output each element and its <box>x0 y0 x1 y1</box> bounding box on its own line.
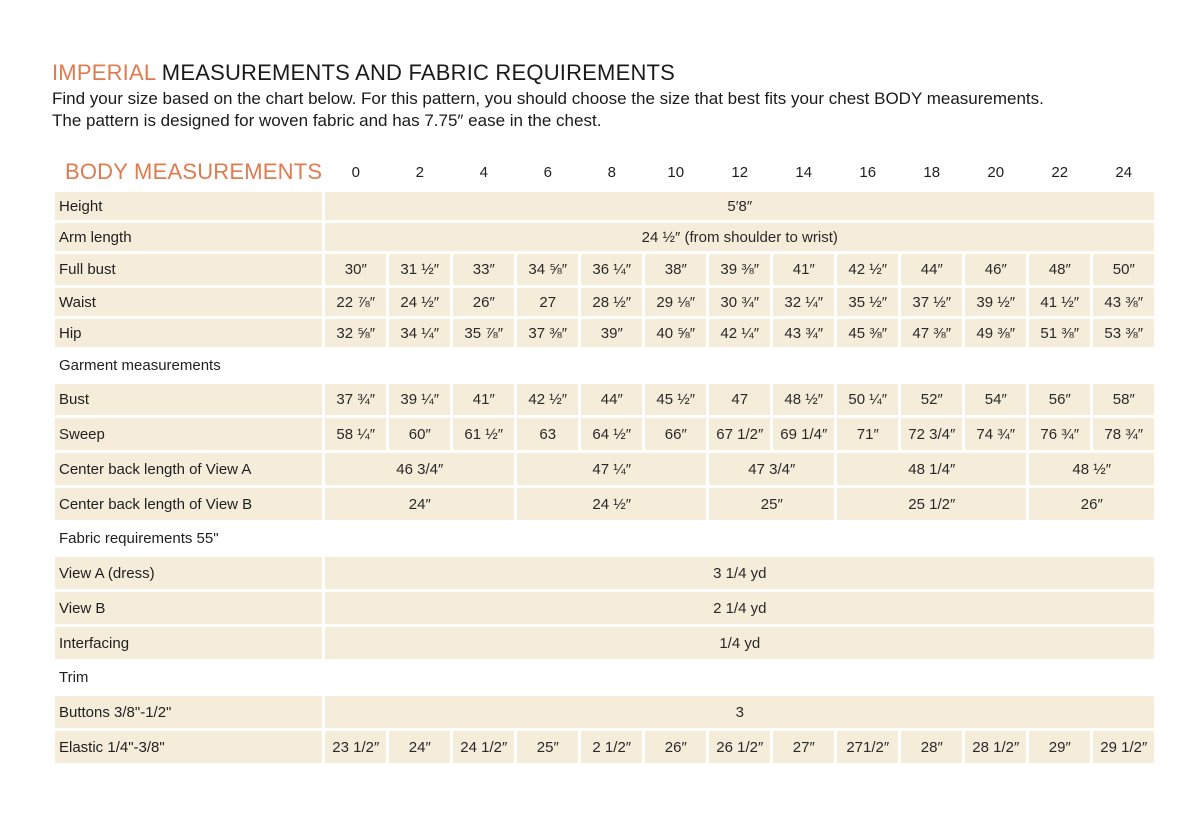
table-cell: 37 ⅜″ <box>517 319 578 347</box>
table-cell: 37 ½″ <box>901 288 962 316</box>
table-cell: 39 ⅜″ <box>709 254 770 285</box>
row-label: Center back length of View A <box>55 453 322 485</box>
table-cell: 56″ <box>1029 384 1090 415</box>
intro-line-2: The pattern is designed for woven fabric and has 7.75″ ease in the chest. <box>52 111 602 130</box>
table-cell: 66″ <box>645 418 706 450</box>
table-row-full-bust <box>55 254 1154 285</box>
table-cell: 42 ½″ <box>517 384 578 415</box>
table-cell: 27 <box>517 288 578 316</box>
table-cell: 42 ½″ <box>837 254 898 285</box>
table-cell: 29″ <box>1029 731 1090 763</box>
size-header-24: 24 <box>1115 163 1133 181</box>
table-cell: 35 ⅞″ <box>453 319 514 347</box>
section-row-trim <box>55 662 1154 693</box>
table-cell: 41″ <box>453 384 514 415</box>
size-chart-table <box>52 152 1157 766</box>
table-cell: 1/4 yd <box>325 627 1154 659</box>
table-cell: 24 ½″ (from shoulder to wrist) <box>325 223 1154 251</box>
table-row-view-a-dress <box>55 557 1154 589</box>
table-cell: 33″ <box>453 254 514 285</box>
size-header-2: 2 <box>415 163 424 181</box>
table-cell: 47 3/4″ <box>709 453 834 485</box>
table-cell: 34 ⅝″ <box>517 254 578 285</box>
table-row-waist <box>55 288 1154 316</box>
table-cell: 54″ <box>965 384 1026 415</box>
table-cell: 47 <box>709 384 770 415</box>
table-cell: 40 ⅝″ <box>645 319 706 347</box>
row-label: Hip <box>55 319 322 347</box>
size-header-16: 16 <box>859 163 877 181</box>
table-cell: 44″ <box>581 384 642 415</box>
table-cell: 52″ <box>901 384 962 415</box>
table-cell: 27″ <box>773 731 834 763</box>
table-cell: 3 1/4 yd <box>325 557 1154 589</box>
table-cell: 29 ⅛″ <box>645 288 706 316</box>
row-label: Center back length of View B <box>55 488 322 520</box>
table-cell: 28 1/2″ <box>965 731 1026 763</box>
table-cell: 43 ⅜″ <box>1093 288 1154 316</box>
table-cell: 43 ¾″ <box>773 319 834 347</box>
size-header-4: 4 <box>479 163 488 181</box>
table-cell: 58 ¼″ <box>325 418 386 450</box>
table-cell: 39 ¼″ <box>389 384 450 415</box>
section-label: Trim <box>55 662 1154 693</box>
size-header-8: 8 <box>607 163 616 181</box>
table-cell: 32 ¼″ <box>773 288 834 316</box>
row-label: Sweep <box>55 418 322 450</box>
table-cell: 24 1/2″ <box>453 731 514 763</box>
row-label: Elastic 1/4"-3/8" <box>55 731 322 763</box>
table-cell: 45 ½″ <box>645 384 706 415</box>
table-cell: 31 ½″ <box>389 254 450 285</box>
table-cell: 45 ⅜″ <box>837 319 898 347</box>
size-header-0: 0 <box>351 163 360 181</box>
table-cell: 58″ <box>1093 384 1154 415</box>
title-rest: MEASUREMENTS AND FABRIC REQUIREMENTS <box>155 60 676 85</box>
table-cell: 26 1/2″ <box>709 731 770 763</box>
table-cell: 47 ¼″ <box>517 453 706 485</box>
table-cell: 39″ <box>581 319 642 347</box>
table-row-arm-length <box>55 223 1154 251</box>
size-header-18: 18 <box>923 163 941 181</box>
table-cell: 26″ <box>453 288 514 316</box>
size-header-20: 20 <box>987 163 1005 181</box>
table-cell: 69 1/4″ <box>773 418 834 450</box>
table-row-view-b <box>55 592 1154 624</box>
section-label: Garment measurements <box>55 350 1154 381</box>
table-cell: 60″ <box>389 418 450 450</box>
table-cell: 76 ¾″ <box>1029 418 1090 450</box>
table-row-height <box>55 192 1154 220</box>
table-cell: 50″ <box>1093 254 1154 285</box>
table-row-elastic-1-4-3-8 <box>55 731 1154 763</box>
row-label: Interfacing <box>55 627 322 659</box>
table-cell: 37 ¾″ <box>325 384 386 415</box>
table-cell: 64 ½″ <box>581 418 642 450</box>
table-cell: 271/2″ <box>837 731 898 763</box>
table-cell: 48 ½″ <box>1029 453 1154 485</box>
row-label: View B <box>55 592 322 624</box>
table-cell: 39 ½″ <box>965 288 1026 316</box>
table-row-hip <box>55 319 1154 347</box>
table-cell: 41 ½″ <box>1029 288 1090 316</box>
size-header-row <box>55 155 1154 189</box>
table-cell: 22 ⅞″ <box>325 288 386 316</box>
table-cell: 26″ <box>645 731 706 763</box>
section-label: Fabric requirements 55" <box>55 523 1154 554</box>
table-cell: 36 ¼″ <box>581 254 642 285</box>
table-row-sweep <box>55 418 1154 450</box>
row-label: View A (dress) <box>55 557 322 589</box>
table-row-center-back-length-of-view-b <box>55 488 1154 520</box>
table-cell: 46 3/4″ <box>325 453 514 485</box>
size-header-14: 14 <box>795 163 813 181</box>
table-cell: 35 ½″ <box>837 288 898 316</box>
table-row-interfacing <box>55 627 1154 659</box>
table-cell: 23 1/2″ <box>325 731 386 763</box>
table-cell: 2 1/4 yd <box>325 592 1154 624</box>
table-cell: 51 ⅜″ <box>1029 319 1090 347</box>
section-row-garment-measurements <box>55 350 1154 381</box>
table-cell: 29 1/2″ <box>1093 731 1154 763</box>
table-cell: 63 <box>517 418 578 450</box>
row-label: Full bust <box>55 254 322 285</box>
table-cell: 48 ½″ <box>773 384 834 415</box>
size-header-22: 22 <box>1051 163 1069 181</box>
table-row-bust <box>55 384 1154 415</box>
table-cell: 61 ½″ <box>453 418 514 450</box>
table-cell: 48″ <box>1029 254 1090 285</box>
table-cell: 2 1/2″ <box>581 731 642 763</box>
row-label: Waist <box>55 288 322 316</box>
table-cell: 24 ½″ <box>389 288 450 316</box>
table-cell: 38″ <box>645 254 706 285</box>
table-cell: 42 ¼″ <box>709 319 770 347</box>
table-cell: 49 ⅜″ <box>965 319 1026 347</box>
table-cell: 3 <box>325 696 1154 728</box>
table-row-buttons-3-8-1-2 <box>55 696 1154 728</box>
table-cell: 53 ⅜″ <box>1093 319 1154 347</box>
table-cell: 24″ <box>389 731 450 763</box>
body-measurements-heading: BODY MEASUREMENTS <box>55 155 322 189</box>
table-cell: 24 ½″ <box>517 488 706 520</box>
table-cell: 30 ¾″ <box>709 288 770 316</box>
table-cell: 47 ⅜″ <box>901 319 962 347</box>
table-cell: 78 ¾″ <box>1093 418 1154 450</box>
table-cell: 48 1/4″ <box>837 453 1026 485</box>
size-header-6: 6 <box>543 163 552 181</box>
table-cell: 32 ⅝″ <box>325 319 386 347</box>
table-cell: 5′8″ <box>325 192 1154 220</box>
intro-line-1: Find your size based on the chart below. For this pattern, you should choose the size that best fits your chest BODY measurements. <box>52 89 1044 108</box>
section-row-fabric-requirements-55 <box>55 523 1154 554</box>
row-label: Buttons 3/8"-1/2" <box>55 696 322 728</box>
page-title <box>52 60 675 86</box>
table-cell: 46″ <box>965 254 1026 285</box>
table-cell: 25″ <box>517 731 578 763</box>
table-row-center-back-length-of-view-a <box>55 453 1154 485</box>
table-cell: 28″ <box>901 731 962 763</box>
table-cell: 25 1/2″ <box>837 488 1026 520</box>
table-cell: 71″ <box>837 418 898 450</box>
table-cell: 44″ <box>901 254 962 285</box>
row-label: Arm length <box>55 223 322 251</box>
table-cell: 25″ <box>709 488 834 520</box>
table-cell: 26″ <box>1029 488 1154 520</box>
row-label: Bust <box>55 384 322 415</box>
size-header-10: 10 <box>667 163 685 181</box>
table-cell: 34 ¼″ <box>389 319 450 347</box>
size-header-12: 12 <box>731 163 749 181</box>
size-chart-body <box>55 192 1154 763</box>
intro-text <box>52 88 1162 132</box>
table-cell: 30″ <box>325 254 386 285</box>
table-cell: 28 ½″ <box>581 288 642 316</box>
row-label: Height <box>55 192 322 220</box>
table-cell: 67 1/2″ <box>709 418 770 450</box>
table-cell: 50 ¼″ <box>837 384 898 415</box>
table-cell: 24″ <box>325 488 514 520</box>
title-accent: IMPERIAL <box>52 60 156 85</box>
table-cell: 41″ <box>773 254 834 285</box>
table-cell: 72 3/4″ <box>901 418 962 450</box>
table-cell: 74 ¾″ <box>965 418 1026 450</box>
